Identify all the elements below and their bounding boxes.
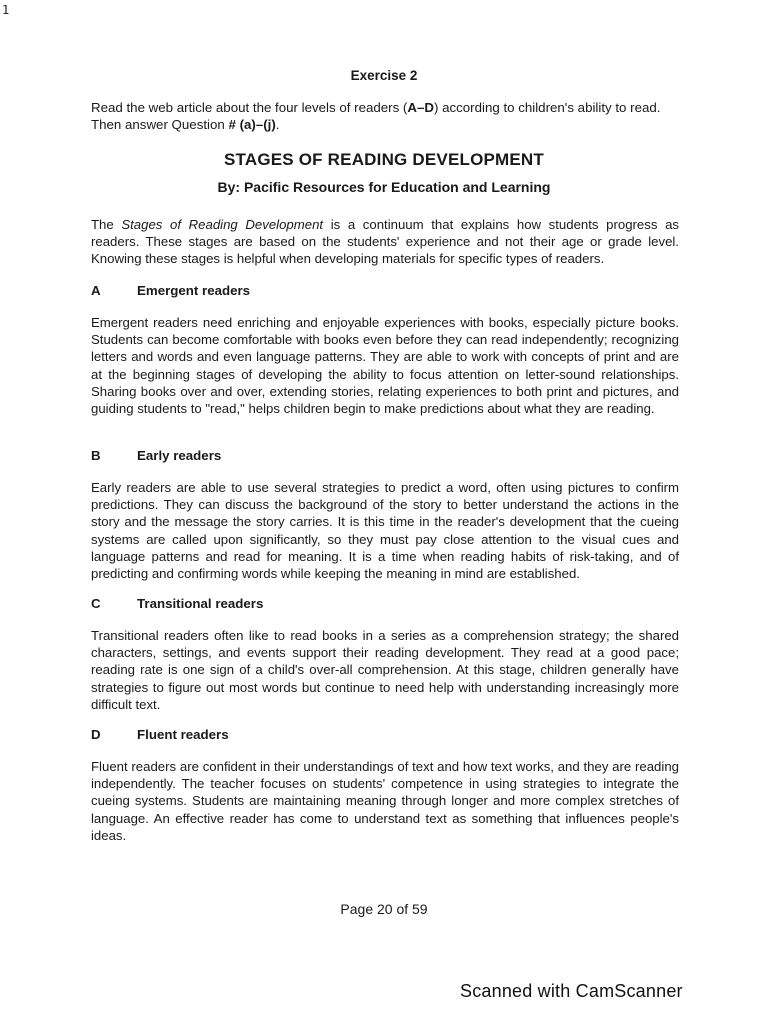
section-heading-d xyxy=(91,727,229,742)
section-text-c: Transitional readers often like to read books in a series as a comprehension strategy; the shared characters, settings, and events support their reading development. They read at a good pace; reading rate is one sign of a child's over-all comprehension. At this stage, children generally have strategies to figure out most words but continue to need help with understanding increasingly more difficult text. xyxy=(91,628,679,712)
instruction-question-ref: # (a)–(j) xyxy=(228,117,276,132)
section-title: Emergent readers xyxy=(137,283,251,298)
section-letter: B xyxy=(91,448,101,463)
instruction-range: A–D xyxy=(407,100,434,115)
exercise-instructions xyxy=(91,99,691,133)
section-title: Early readers xyxy=(137,448,222,463)
intro-italic-term: Stages of Reading Development xyxy=(121,217,324,232)
section-letter: A xyxy=(91,283,101,298)
intro-rest: is a continuum that explains how students progress as readers. These stages are based on the students' experience and not their age or grade level. Knowing these stages is helpful when developing materials for specific types of readers. xyxy=(91,217,679,267)
section-text-b: Early readers are able to use several strategies to predict a word, often using pictures to confirm predictions. They can discuss the background of the story to better understand the actions in the story and the message the story carries. It is this time in the reader's development that the cueing systems are called upon significantly, so they must pay close attention to the visual cues and language patterns and read for meaning. It is a time when reading habits of risk-taking, and of predicting and confirming words while keeping the meaning in mind are established. xyxy=(91,480,679,582)
camscanner-watermark: Scanned with CamScanner xyxy=(460,981,683,1001)
section-heading-b xyxy=(91,448,221,463)
section-letter: C xyxy=(91,596,101,611)
corner-page-number: 1 xyxy=(2,3,10,17)
article-title: STAGES OF READING DEVELOPMENT xyxy=(223,150,544,169)
section-title: Fluent readers xyxy=(137,727,229,742)
section-text-a: Emergent readers need enriching and enjoyable experiences with books, especially picture books. Students can become comfortable with books even before they can read independently; recognizing letters and words and even language patterns. They are able to work with concepts of print and are at the beginning stages of developing the ability to focus attention on letter-sound relationships. Sharing books over and over, extending stories, relating experiences to both print and pictures, and guiding students to "read," helps children begin to make predictions about what they are reading. xyxy=(91,315,679,417)
article-byline: By: Pacific Resources for Education and Learning xyxy=(217,179,551,195)
page-footer-number: Page 20 of 59 xyxy=(340,901,428,917)
instruction-text-3: Then answer Question xyxy=(91,117,229,132)
intro-paragraph xyxy=(91,216,679,268)
section-letter: D xyxy=(91,727,101,742)
instruction-text-2: ) according to children's ability to read. xyxy=(433,100,661,115)
instruction-text-4: . xyxy=(275,117,280,132)
intro-prefix: The xyxy=(91,217,122,232)
section-heading-c xyxy=(91,596,263,611)
section-title: Transitional readers xyxy=(137,596,264,611)
instruction-text-1: Read the web article about the four levels of readers ( xyxy=(91,100,408,115)
exercise-title: Exercise 2 xyxy=(350,68,418,83)
section-heading-a xyxy=(91,283,250,298)
section-text-d: Fluent readers are confident in their understandings of text and how text works, and they are reading independently. The teacher focuses on students' competence in using strategies to integrate the cueing systems. Students are maintaining meaning through longer and more complex stretches of language. An effective reader has come to understand text as something that influences people's ideas. xyxy=(91,759,679,843)
